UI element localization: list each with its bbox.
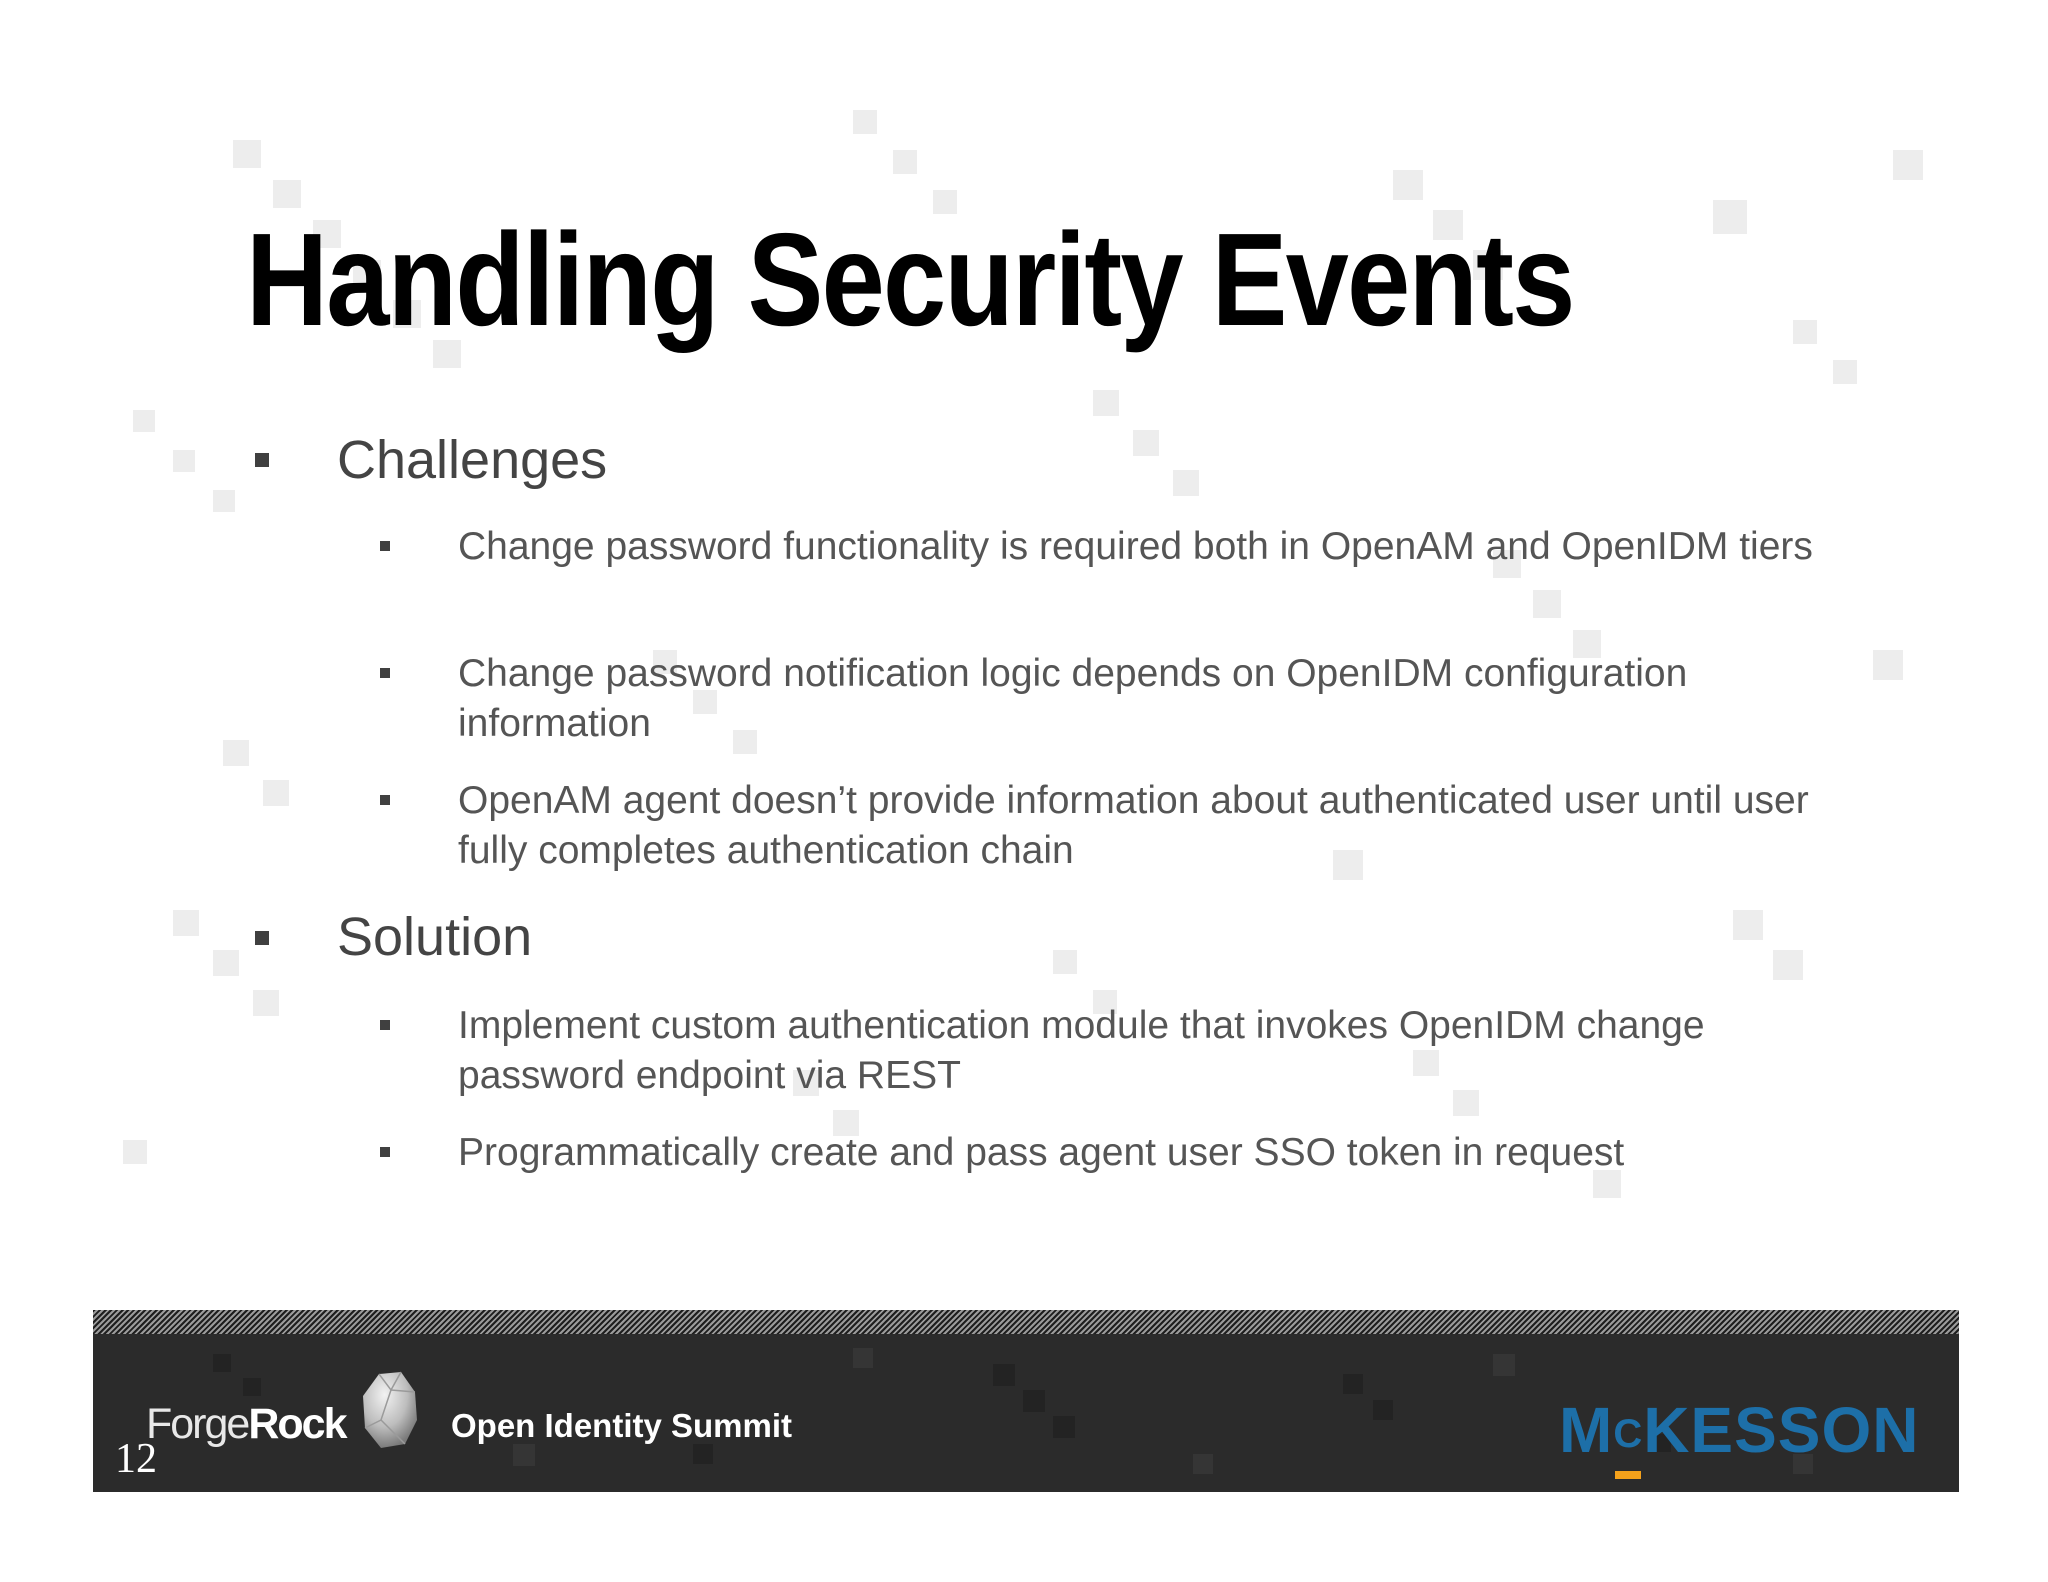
mckesson-logo-m: M [1559,1394,1614,1466]
bullet-square-icon [380,1020,390,1030]
forgerock-logo [146,1399,346,1449]
section-heading-solution: Solution [337,907,533,967]
list-item: Programmatically create and pass agent user SSO token in request [458,1131,1625,1174]
bullet-square-icon [380,541,390,551]
mckesson-logo-c: C [1613,1399,1643,1469]
bullet-square-icon [255,931,269,945]
forgerock-logo-bold: Rock [248,1400,346,1448]
forgerock-rock-icon [361,1370,419,1450]
list-item: OpenAM agent doesn’t provide information about authenticated user until user fully completes authentication chain [458,779,1809,872]
section-heading-challenges: Challenges [337,430,608,490]
forgerock-logo-regular: Forge [146,1400,249,1448]
mckesson-logo-rest: KESSON [1643,1394,1920,1466]
footer-banner [93,1310,1959,1492]
slide-title: Handling Security Events [246,206,1574,353]
list-item: Implement custom authentication module that invokes OpenIDM change password endpoint via REST [458,1004,1705,1097]
bullet-square-icon [380,668,390,678]
page-number: 12 [115,1436,157,1482]
event-name: Open Identity Summit [451,1407,793,1444]
bullet-square-icon [380,795,390,805]
footer-hatch-stripe [93,1310,1959,1334]
list-item: Change password functionality is required both in OpenAM and OpenIDM tiers [458,525,1813,568]
bullet-square-icon [380,1147,390,1157]
bullet-square-icon [255,453,269,467]
list-item: Change password notification logic depends on OpenIDM configuration information [458,652,1688,745]
mckesson-logo [1559,1395,1919,1469]
